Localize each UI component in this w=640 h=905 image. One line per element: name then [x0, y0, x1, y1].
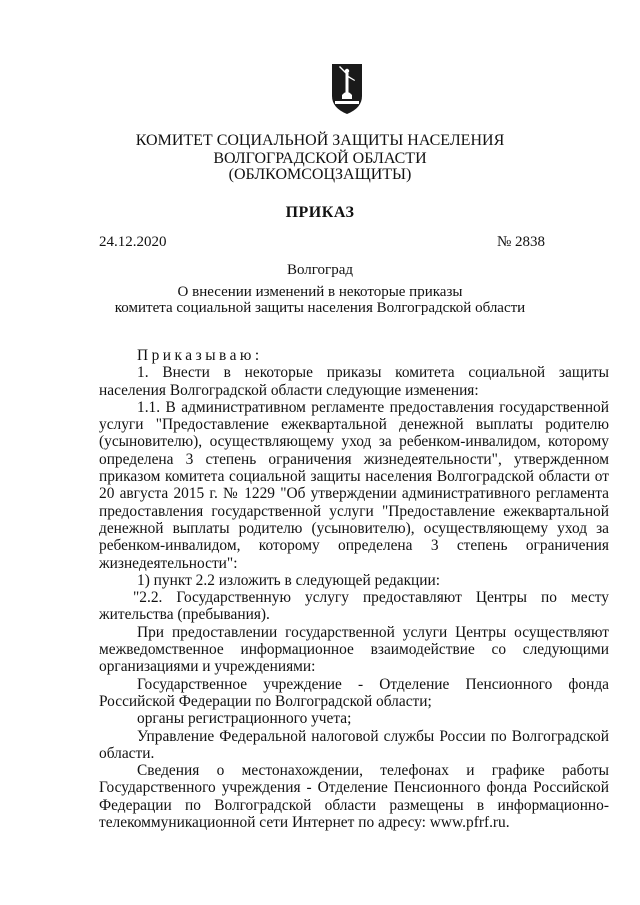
paragraph-interaction: При предоставлении государственной услуги Центры осуществляют межведомственное информационное взаимодействие со следующими организациями и учреждениями: — [99, 623, 609, 676]
paragraph-1-1: 1.1. В административном регламенте предоставления государственной услуги "Предоставление ежеквартальной денежной выплаты родителю (усыновителю), осуществляющему уход за ребенком-инвалидом, которому определена 3 степень ограничения жизнедеятельности", утвержденном приказом комитета социальной защиты населения Волгоградской области от 20 августа 2015 г. № 1229 "Об утверждении административного регламента предоставления государственной услуги "Предоставление ежеквартальной денежной выплаты родителю (усыновителю), осуществляющему уход за ребенком-инвалидом, которому определена 3 степень ограничения жизнедеятельности": — [99, 398, 609, 572]
paragraph-1: 1. Внести в некоторые приказы комитета социальной защиты населения Волгоградской области следующие изменения: — [99, 364, 609, 399]
subject-line-1: О внесении изменений в некоторые приказы — [177, 284, 463, 300]
coat-of-arms-emblem — [331, 63, 363, 115]
paragraph-contacts: Сведения о местонахождении, телефонах и графике работы Государственного учреждения - Отделение Пенсионного фонда Российской Федерации по Волгоградской области размещены в информационно-телекоммуникационной сети Интернет по адресу: www.pfrf.ru. — [99, 762, 609, 832]
document-body — [99, 347, 609, 831]
paragraph-item-1: 1) пункт 2.2 изложить в следующей редакции: — [137, 571, 441, 589]
document-title: ПРИКАЗ — [285, 204, 355, 221]
document-city: Волгоград — [286, 262, 353, 278]
document-number: № 2838 — [497, 234, 546, 250]
header-line-2: ВОЛГОГРАДСКОЙ ОБЛАСТИ — [213, 150, 427, 167]
document-date: 24.12.2020 — [99, 234, 167, 250]
paragraph-pension-fund: Государственное учреждение - Отделение Пенсионного фонда Российской Федерации по Волгоградской области; — [99, 675, 609, 710]
paragraph-2-2: "2.2. Государственную услугу предоставляют Центры по месту жительства (пребывания). — [99, 589, 609, 624]
subject-line-2: комитета социальной защиты населения Волгоградской области — [114, 300, 526, 316]
paragraph-registration: органы регистрационного учета; — [137, 710, 352, 728]
order-word: Приказываю: — [137, 347, 263, 364]
header-line-1: КОМИТЕТ СОЦИАЛЬНОЙ ЗАЩИТЫ НАСЕЛЕНИЯ — [135, 132, 505, 149]
header-line-3: (ОБЛКОМСОЦЗАЩИТЫ) — [228, 166, 412, 183]
paragraph-tax-service: Управление Федеральной налоговой службы России по Волгоградской области. — [99, 727, 609, 762]
